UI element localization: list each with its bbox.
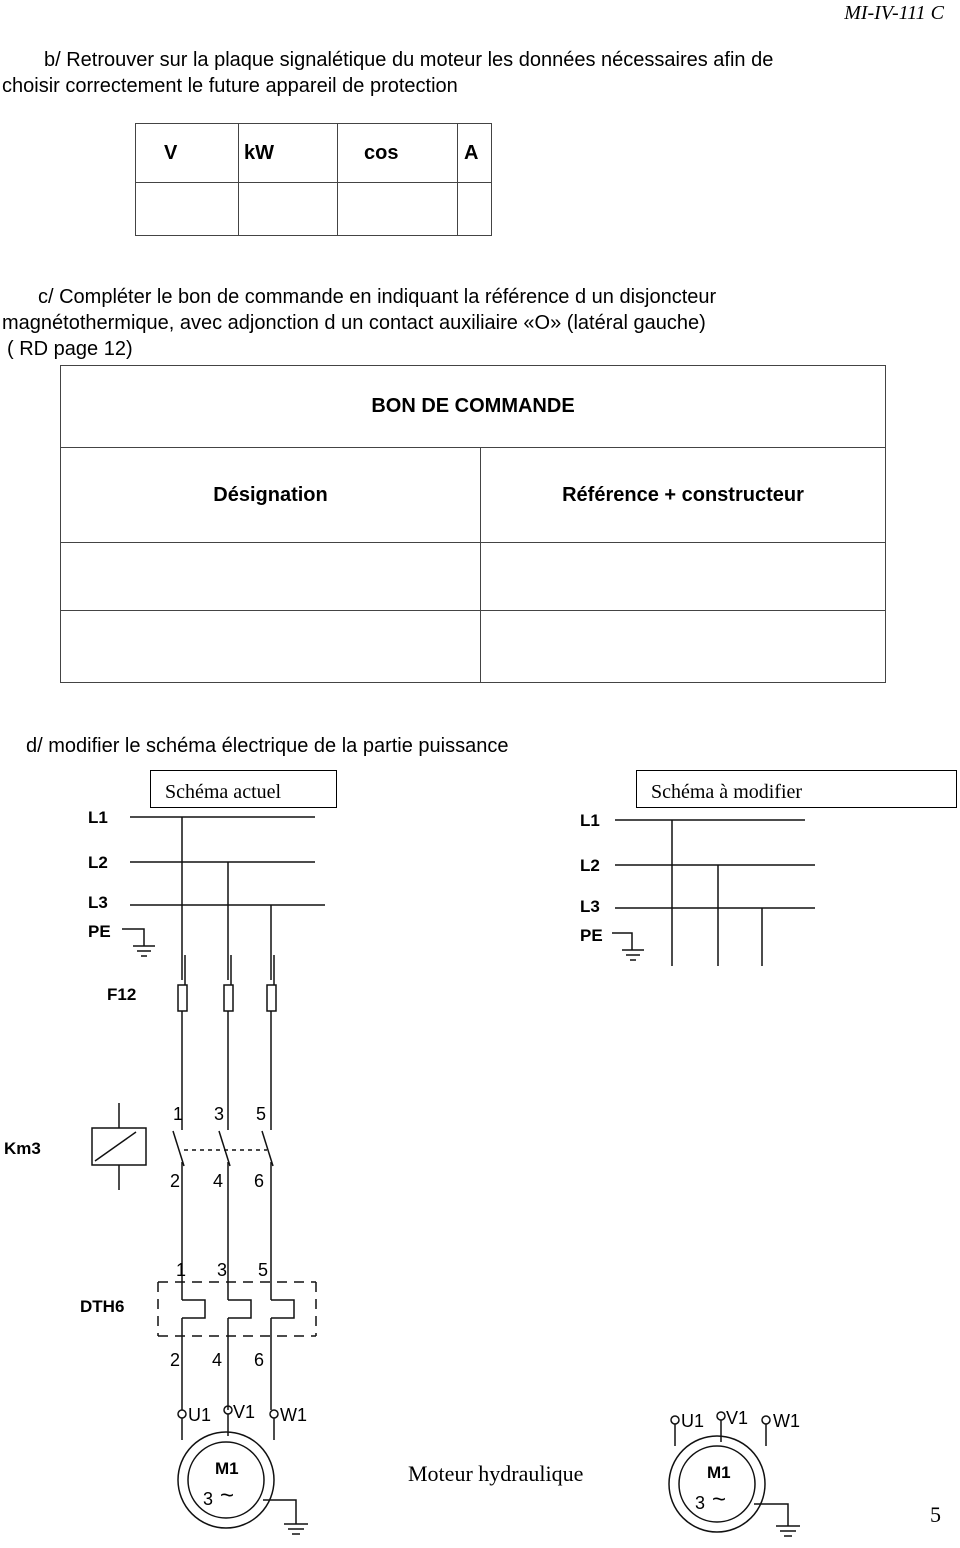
caption-schema-to-modify-text: Schéma à modifier <box>651 781 803 803</box>
label-l3-right: L3 <box>580 897 600 916</box>
relay-terminal-2: 2 <box>170 1350 181 1370</box>
motor-phases-left: 3 <box>203 1489 214 1509</box>
contactor-label: Km3 <box>4 1139 41 1158</box>
motor-terminal-v1-right: V1 <box>726 1408 749 1428</box>
section-b-line2: choisir correctement le future appareil de protection <box>2 75 458 97</box>
section-b-line1: b/ Retrouver sur la plaque signalétique du moteur les données nécessaires afin de <box>44 49 774 71</box>
header-cell-a: A <box>458 124 492 183</box>
label-pe-left: PE <box>88 922 111 941</box>
motor-name-left: M1 <box>215 1459 239 1478</box>
fuse-label: F12 <box>107 985 137 1004</box>
section-c-line1: c/ Compléter le bon de commande en indiquant la référence d un disjoncteur <box>38 286 717 308</box>
label-l2-left: L2 <box>88 853 108 872</box>
label-l1-right: L1 <box>580 811 600 830</box>
contactor-terminal-4: 4 <box>213 1171 224 1191</box>
motor-terminal-w1-right: W1 <box>773 1411 800 1431</box>
relay-terminal-1: 1 <box>176 1260 187 1280</box>
contactor-terminal-3: 3 <box>214 1104 225 1124</box>
designation-header: Désignation <box>61 448 481 543</box>
header-cell-v: V <box>136 124 239 183</box>
label-l1-left: L1 <box>88 808 108 827</box>
label-pe-right: PE <box>580 926 603 945</box>
relay-terminal-4: 4 <box>212 1350 223 1370</box>
motor-phases-right: 3 <box>695 1493 706 1513</box>
motor-name-right: M1 <box>707 1463 731 1482</box>
motor-terminal-w1-left: W1 <box>280 1405 307 1425</box>
relay-terminal-3: 3 <box>217 1260 228 1280</box>
motor-terminal-u1-left: U1 <box>188 1405 212 1425</box>
contactor-terminal-6: 6 <box>254 1171 265 1191</box>
motor-terminal-u1-right: U1 <box>681 1411 705 1431</box>
relay-terminal-6: 6 <box>254 1350 265 1370</box>
motor-caption: Moteur hydraulique <box>408 1461 584 1486</box>
order-form-title: BON DE COMMANDE <box>61 366 886 448</box>
motor-ac-symbol-left: ~ <box>220 1482 235 1509</box>
header-cell-kw: kW <box>239 124 338 183</box>
relay-label: DTH6 <box>80 1297 125 1316</box>
section-d-line1: d/ modifier le schéma électrique de la partie puissance <box>26 735 509 757</box>
contactor-terminal-1: 1 <box>173 1104 184 1124</box>
document-reference: MI-IV-111 C <box>844 2 944 24</box>
label-l2-right: L2 <box>580 856 600 875</box>
label-l3-left: L3 <box>88 893 108 912</box>
relay-terminal-5: 5 <box>258 1260 269 1280</box>
section-c-line2: magnétothermique, avec adjonction d un contact auxiliaire «O» (latéral gauche) <box>2 312 706 334</box>
page-number: 5 <box>930 1502 941 1527</box>
motor-terminal-v1-left: V1 <box>233 1402 256 1422</box>
reference-header: Référence + constructeur <box>481 448 886 543</box>
motor-ac-symbol-right: ~ <box>712 1486 727 1513</box>
header-cell-cos: cos <box>338 124 458 183</box>
contactor-terminal-5: 5 <box>256 1104 267 1124</box>
caption-current-schema-text: Schéma actuel <box>165 781 282 803</box>
contactor-terminal-2: 2 <box>170 1171 181 1191</box>
section-c-line3: ( RD page 12) <box>7 338 133 360</box>
